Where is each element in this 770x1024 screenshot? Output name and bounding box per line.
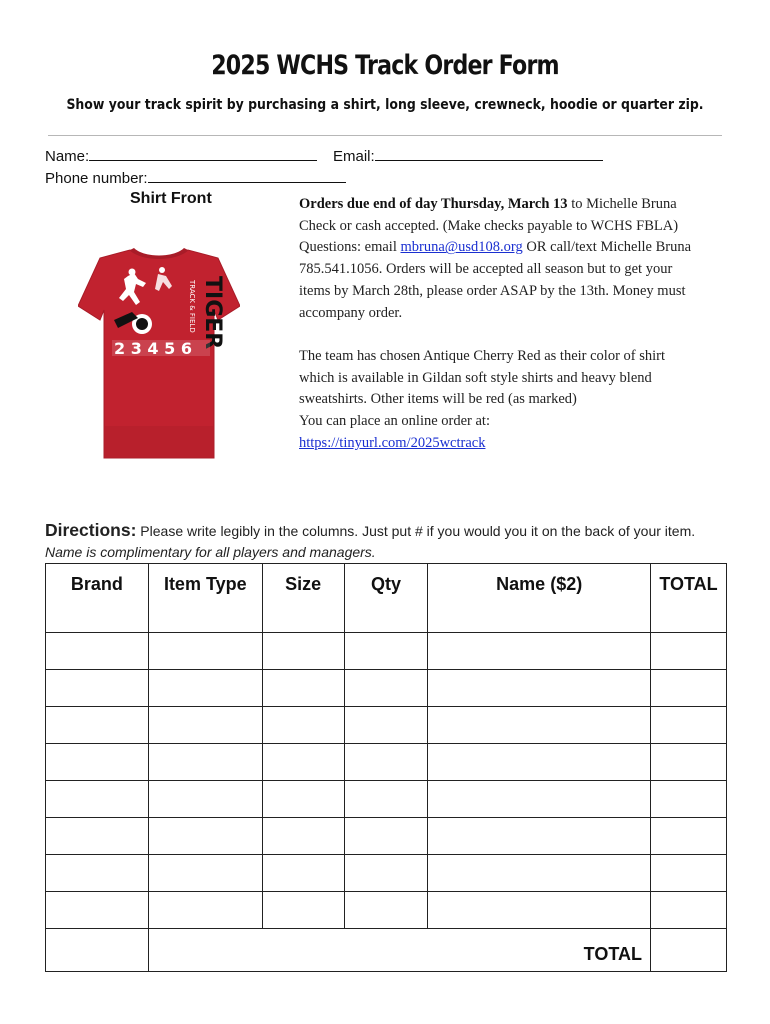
cell-item-type[interactable] [148,892,262,929]
payment-line: Check or cash accepted. (Make checks payable to WCHS FBLA) [299,217,679,234]
table-row [46,744,727,781]
name-label: Name: [45,148,90,165]
email-link[interactable]: mbruna@usd108.org [400,239,523,256]
table-total-row [46,929,727,972]
online-order-link[interactable]: https://tinyurl.com/2025wctrack [299,434,486,451]
table-row [46,818,727,855]
orders-due-rest: to Michelle Bruna [567,196,677,212]
cell-qty[interactable] [344,744,428,781]
email-line[interactable] [375,146,603,161]
color-line-2: which is available in Gildan soft style shirts and heavy blend [299,369,652,386]
info-line-4: items by March 28th, please order ASAP by the 13th. Money must [299,282,686,299]
shirt-print-side-text: TRACK & FIELD [188,280,196,333]
cell-qty[interactable] [344,855,428,892]
total-label: TOTAL [148,929,650,972]
cell-total[interactable] [650,855,726,892]
grand-total-cell[interactable] [650,929,726,972]
color-line-1: The team has chosen Antique Cherry Red as their color of shirt [299,347,666,364]
cell-name[interactable] [428,707,651,744]
cell-size[interactable] [262,670,344,707]
cell-name[interactable] [428,855,651,892]
shirt-print-tiger: TIGER [200,276,225,350]
cell-size[interactable] [262,707,344,744]
phone-field [45,168,346,187]
name-line[interactable] [89,146,317,161]
cell-item-type[interactable] [148,855,262,892]
col-header-item-type: Item Type [148,564,262,633]
col-header-qty: Qty [344,564,428,633]
shirt-front-label: Shirt Front [130,190,212,207]
cell-brand[interactable] [46,744,149,781]
cell-item-type[interactable] [148,707,262,744]
directions-text: Please write legibly in the columns. Just put # if you would you it on the back of your item. [136,523,696,539]
directions-italic: Name is complimentary for all players and managers. [45,544,376,560]
orders-due-line [299,194,719,216]
email-label: Email: [333,148,375,165]
cell-name[interactable] [428,670,651,707]
shirt-shade [104,426,214,458]
cell-brand[interactable] [46,707,149,744]
col-header-brand: Brand [46,564,149,633]
cell-total[interactable] [650,892,726,929]
cell-total[interactable] [650,781,726,818]
cell-size[interactable] [262,781,344,818]
table-row [46,855,727,892]
col-header-name: Name ($2) [428,564,651,633]
info-line-3: 785.541.1056. Orders will be accepted all season but to get your [299,261,673,278]
email-field [333,146,603,165]
cell-name[interactable] [428,892,651,929]
cell-total[interactable] [650,707,726,744]
questions-prefix: Questions: email [299,239,401,256]
questions-line [299,237,719,259]
order-info [299,194,719,454]
cell-qty[interactable] [344,633,428,670]
order-table [45,563,727,972]
shirt-print-lanes: 2 3 4 5 6 [114,339,192,358]
cell-brand[interactable] [46,892,149,929]
cell-name[interactable] [428,818,651,855]
cell-total[interactable] [650,633,726,670]
cell-brand[interactable] [46,855,149,892]
cell-total[interactable] [650,670,726,707]
col-header-size: Size [262,564,344,633]
cell-brand[interactable] [46,670,149,707]
table-row [46,707,727,744]
cell-brand[interactable] [46,633,149,670]
cell-qty[interactable] [344,892,428,929]
cell-name[interactable] [428,744,651,781]
cell-size[interactable] [262,744,344,781]
cell-item-type[interactable] [148,670,262,707]
cell-size[interactable] [262,892,344,929]
form-title: 2025 WCHS Track Order Form [211,50,559,81]
col-header-total: TOTAL [650,564,726,633]
cell-blank [46,929,149,972]
directions [45,520,735,563]
cell-qty[interactable] [344,707,428,744]
orders-due-bold: Orders due end of day Thursday, March 13 [299,196,568,212]
cell-total[interactable] [650,818,726,855]
cell-item-type[interactable] [148,818,262,855]
directions-heading: Directions: [45,520,137,540]
cell-item-type[interactable] [148,633,262,670]
cell-qty[interactable] [344,670,428,707]
form-subtitle: Show your track spirit by purchasing a shirt, long sleeve, crewneck, hoodie or quarter zip. [66,97,704,113]
cell-size[interactable] [262,633,344,670]
phone-line[interactable] [148,168,346,183]
cell-size[interactable] [262,855,344,892]
cell-brand[interactable] [46,781,149,818]
table-header-row [46,564,727,633]
cell-name[interactable] [428,781,651,818]
cell-qty[interactable] [344,818,428,855]
table-row [46,892,727,929]
cell-size[interactable] [262,818,344,855]
cell-item-type[interactable] [148,744,262,781]
cell-brand[interactable] [46,818,149,855]
table-row [46,781,727,818]
name-field [45,146,317,165]
table-row [46,670,727,707]
cell-name[interactable] [428,633,651,670]
info-line-5: accompany order. [299,304,403,321]
shirt-front-image [78,246,240,461]
cell-item-type[interactable] [148,781,262,818]
color-line-3: sweatshirts. Other items will be red (as marked) [299,391,577,408]
cell-qty[interactable] [344,781,428,818]
phone-label: Phone number: [45,170,148,187]
cell-total[interactable] [650,744,726,781]
online-order-line: You can place an online order at: [299,413,490,430]
table-row [46,633,727,670]
divider-line [48,135,722,136]
questions-suffix: OR call/text Michelle Bruna [522,239,692,256]
